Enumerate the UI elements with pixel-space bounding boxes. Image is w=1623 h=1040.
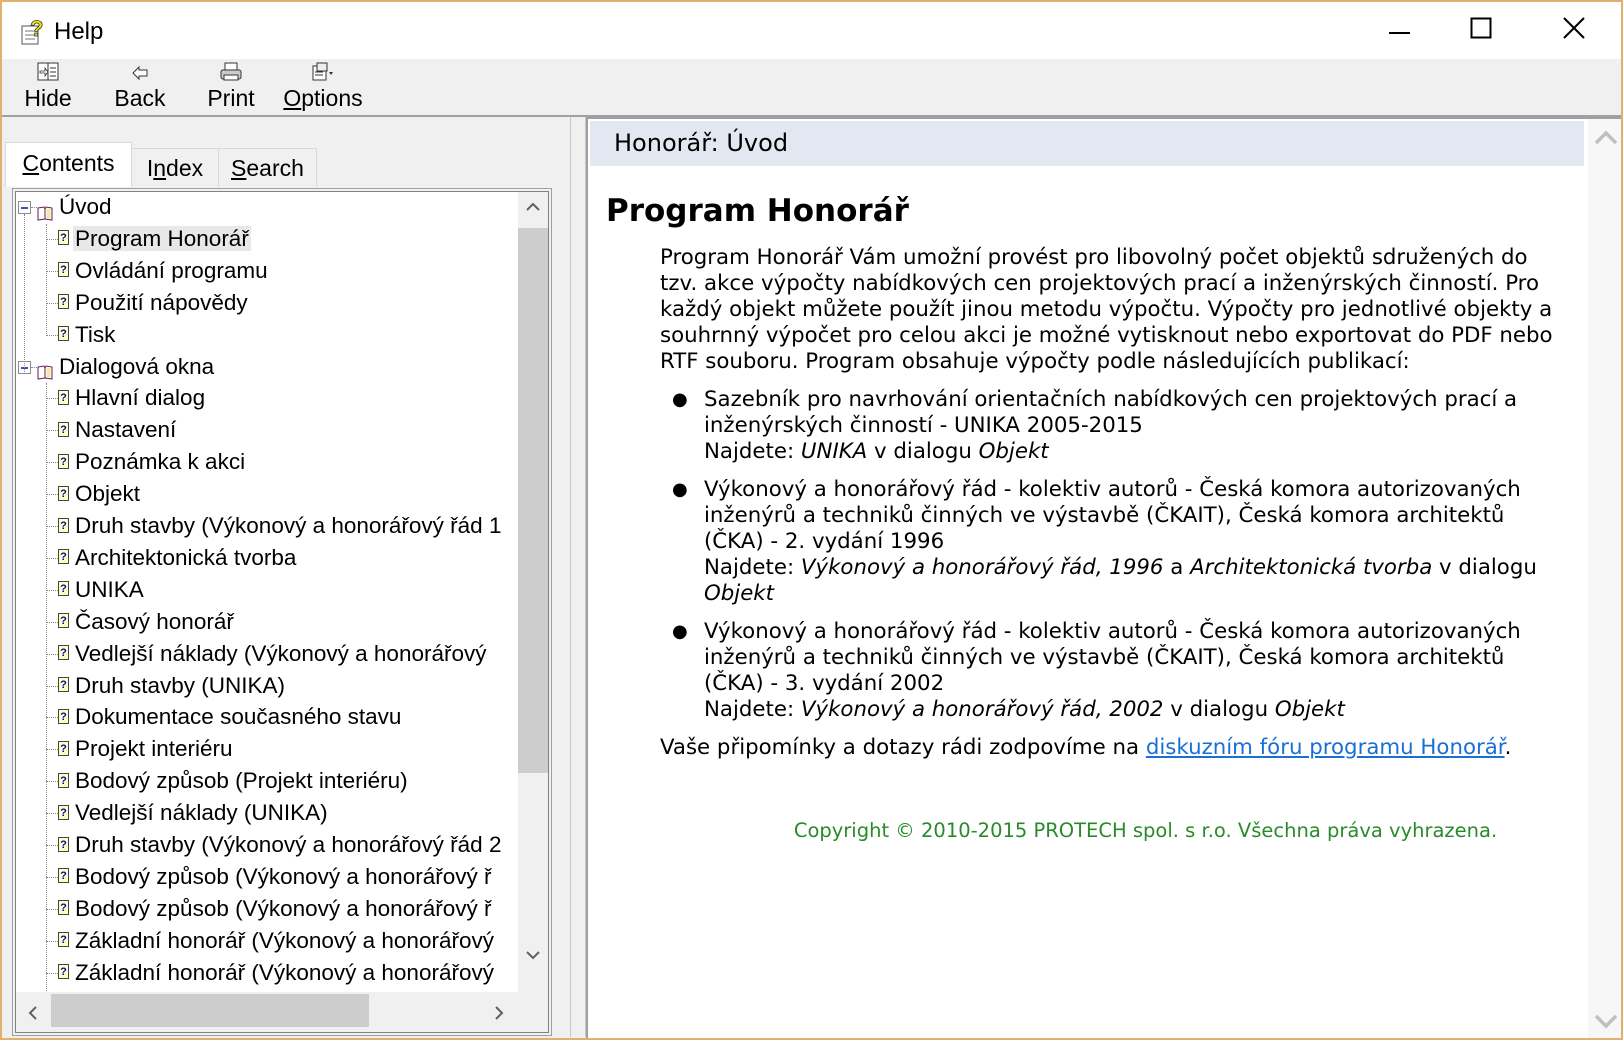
tree-connector [46, 686, 58, 687]
tree-connector [46, 845, 58, 846]
publication-item [658, 619, 1568, 723]
minimize-button[interactable] [1354, 2, 1446, 59]
tree-page-item[interactable] [58, 543, 298, 573]
find-emphasis: Objekt [1274, 697, 1345, 722]
options-mnemonic: O [283, 85, 302, 111]
help-page-icon: ? [58, 486, 69, 501]
tree-item-label: Hlavní dialog [75, 385, 206, 411]
tree-page-item[interactable] [58, 575, 146, 605]
tree-connector [24, 214, 25, 374]
book-open-icon [37, 199, 53, 214]
tree-item-label: Bodový způsob (Výkonový a honorářový ř [75, 895, 492, 921]
tree-vertical-scroll-thumb[interactable] [518, 228, 548, 773]
find-emphasis: Výkonový a honorářový řád, 1996 [800, 555, 1164, 580]
find-prefix: Najdete: [704, 439, 801, 464]
tree-page-item[interactable] [58, 894, 493, 924]
help-page-icon: ? [58, 581, 69, 596]
tree-horizontal-scrollbar[interactable] [16, 992, 548, 1032]
bullet-icon: ● [672, 621, 688, 642]
tree-page-item[interactable] [58, 511, 503, 541]
scroll-left-arrow-icon[interactable] [28, 1004, 38, 1025]
tree-item-label: Dialogová okna [59, 353, 215, 379]
book-open-icon [37, 358, 53, 373]
scroll-up-arrow-icon[interactable] [1594, 129, 1618, 150]
printer-icon [204, 61, 258, 83]
mnemonic-underline: n [153, 155, 167, 181]
hide-pane-icon [20, 61, 76, 83]
help-page-icon: ? [58, 326, 69, 341]
tree-page-item[interactable] [58, 320, 117, 350]
help-page-icon: ? [58, 932, 69, 947]
help-page-icon: ? [58, 422, 69, 437]
find-text: v dialogu [1432, 555, 1537, 580]
tree-item-label: Objekt [75, 481, 141, 507]
tree-page-item[interactable] [58, 958, 496, 988]
tree-connector [46, 813, 58, 814]
help-page-icon: ? [58, 294, 69, 309]
tree-vertical-scrollbar[interactable] [518, 192, 548, 992]
tree-connector [46, 941, 58, 942]
tree-connector [46, 494, 58, 495]
tree-page-item[interactable] [58, 383, 207, 413]
intro-paragraph: Program Honorář Vám umožní provést pro libovolný počet objektů sdružených do tzv. akce výpočty nabídkových cen projektových prací a inženýrských činností. Pro každý objekt můžete použít jinou metodu výpočtu. Výpočty pro jednotlivé objekty a souhrnný výpočet pro celou akci je možné vytisknout nebo exportovat do PDF nebo RTF souboru. Program obsahuje výpočty podle následujících publikací: [660, 245, 1553, 374]
publication-item [658, 387, 1568, 465]
options-icon [278, 61, 368, 83]
find-text: v dialogu [1163, 697, 1275, 722]
tree-page-item[interactable] [58, 224, 251, 254]
tree-connector [46, 526, 58, 527]
tree-page-item[interactable] [58, 862, 493, 892]
tree-connector [46, 558, 58, 559]
tree-item-label: Architektonická tvorba [75, 544, 297, 570]
tree-list [16, 192, 516, 992]
maximize-icon [1470, 17, 1492, 44]
tree-item-label: Vedlejší náklady (UNIKA) [75, 800, 328, 826]
print-label: Print [207, 85, 255, 111]
find-location [704, 555, 1537, 606]
scroll-right-arrow-icon[interactable] [494, 1004, 504, 1025]
svg-text:?: ? [30, 16, 44, 41]
tree-item-label: Použití nápovědy [75, 289, 248, 315]
close-icon [1563, 17, 1585, 44]
topic-vertical-scrollbar[interactable] [1588, 119, 1623, 1040]
tree-connector [46, 590, 58, 591]
tree-horizontal-scroll-thumb[interactable] [51, 994, 369, 1027]
options-label-rest: ptions [301, 85, 363, 111]
help-page-icon: ? [58, 390, 69, 405]
tree-item-label: Základní honorář (Výkonový a honorářový [75, 927, 494, 953]
title-bar [2, 2, 1621, 59]
publication-title: Sazebník pro navrhování orientačních nabídkových cen projektových prací a inženýrských činností - UNIKA 2005-2015 [704, 387, 1518, 438]
publication-title: Výkonový a honorářový řád - kolektiv autorů - Česká komora autorizovaných inženýrů a techniků činných ve výstavbě (ČKAIT), Česká komora architektů (ČKA) - 3. vydání 2002 [704, 619, 1521, 696]
back-arrow-icon [110, 61, 170, 83]
collapse-toggle-icon[interactable] [18, 201, 31, 214]
help-page-icon: ? [58, 645, 69, 660]
toolbar [2, 59, 1621, 117]
find-text: v dialogu [867, 439, 979, 464]
tree-page-item[interactable] [58, 447, 247, 477]
window-title: Help [54, 18, 104, 45]
help-page-icon: ? [58, 709, 69, 724]
bullet-icon: ● [672, 389, 688, 410]
hide-label: Hide [24, 85, 72, 111]
tree-connector [46, 909, 58, 910]
tab-contents-label: Contents [22, 150, 115, 176]
help-page-icon: ? [58, 677, 69, 692]
forum-link[interactable]: diskuzním fóru programu Honorář [1145, 735, 1505, 760]
help-page-icon: ? [58, 230, 69, 245]
tree-book-item[interactable] [37, 352, 216, 382]
tree-item-label: Projekt interiéru [75, 736, 233, 762]
tree-item-label: Program Honorář [75, 225, 249, 251]
tree-page-item[interactable] [58, 288, 250, 318]
find-text: a [1163, 555, 1191, 580]
close-button[interactable] [1528, 2, 1620, 59]
tree-connector [46, 877, 58, 878]
options-label [278, 85, 368, 111]
help-page-icon: ? [58, 549, 69, 564]
tree-book-item[interactable] [37, 192, 114, 222]
hide-button[interactable] [20, 61, 76, 113]
tree-connector [46, 622, 58, 623]
tree-page-item[interactable] [58, 671, 287, 701]
tree-item-label: Bodový způsob (Projekt interiéru) [75, 768, 408, 794]
minimize-icon [1389, 22, 1411, 40]
find-location [704, 697, 1345, 722]
tree-item-label: Druh stavby (Výkonový a honorářový řád 1 [75, 513, 502, 538]
mnemonic-underline: S [231, 155, 247, 181]
tree-connector [46, 335, 58, 336]
tree-connector [46, 462, 58, 463]
topic-heading: Program Honorář [606, 193, 909, 229]
tree-item-label: Druh stavby (Výkonový a honorářový řád 2 [75, 832, 502, 857]
tree-page-item[interactable] [58, 256, 270, 286]
help-page-icon: ? [58, 518, 69, 533]
back-label: Back [114, 85, 166, 111]
find-emphasis: Objekt [978, 439, 1049, 464]
maximize-button[interactable] [1435, 2, 1527, 59]
topic-pane [586, 117, 1623, 1040]
tab-search-label: Search [231, 155, 304, 181]
tree-page-item[interactable] [58, 926, 496, 956]
tree-page-item[interactable] [58, 734, 235, 764]
publication-title: Výkonový a honorářový řád - kolektiv autorů - Česká komora autorizovaných inženýrů a techniků činných ve výstavbě (ČKAIT), Česká komora architektů (ČKA) - 2. vydání 1996 [704, 477, 1521, 554]
help-page-icon: ? [58, 741, 69, 756]
tree-item-label: Základní honorář (Výkonový a honorářový [75, 959, 494, 985]
closing-suffix: . [1504, 735, 1512, 760]
tree-connector [46, 303, 58, 304]
tree-page-item[interactable] [58, 702, 403, 732]
options-button[interactable] [278, 61, 368, 113]
back-button[interactable] [110, 61, 170, 113]
find-prefix: Najdete: [704, 697, 801, 722]
contents-tree [15, 191, 549, 1033]
tree-connector [46, 781, 58, 782]
tree-connector [46, 654, 58, 655]
tree-page-item[interactable] [58, 639, 488, 669]
scroll-up-arrow-icon[interactable] [526, 196, 540, 217]
help-page-icon: ? [58, 868, 69, 883]
tree-connector [46, 224, 47, 336]
tree-page-item[interactable] [58, 830, 503, 860]
help-page-icon: ? [58, 964, 69, 979]
topic-title-bar: Honorář: Úvod [590, 121, 1584, 166]
tree-connector [46, 973, 58, 974]
help-page-icon: ? [58, 837, 69, 852]
find-emphasis: Výkonový a honorářový řád, 2002 [800, 697, 1164, 722]
tree-page-item[interactable] [58, 415, 178, 445]
closing-paragraph [660, 735, 1578, 761]
tree-item-label: Vedlejší náklady (Výkonový a honorářový [75, 640, 487, 666]
tree-connector [46, 271, 58, 272]
tree-item-label: Ovládání programu [75, 257, 268, 283]
tree-connector [46, 239, 58, 240]
tree-item-label: Druh stavby (UNIKA) [75, 672, 286, 698]
tab-search[interactable] [218, 148, 317, 187]
tab-contents[interactable] [5, 142, 132, 187]
topic-article [588, 189, 1578, 842]
find-emphasis: Architektonická tvorba [1190, 555, 1433, 580]
find-emphasis: Objekt [704, 581, 774, 606]
tree-connector [46, 717, 58, 718]
tree-item-label: Tisk [75, 321, 116, 347]
find-prefix: Najdete: [704, 555, 801, 580]
help-page-icon: ? [58, 900, 69, 915]
tree-page-item[interactable] [58, 766, 410, 796]
scroll-down-arrow-icon[interactable] [1594, 1014, 1618, 1035]
tree-connector [46, 398, 58, 399]
help-page-icon: ? [58, 262, 69, 277]
scroll-down-arrow-icon[interactable] [526, 944, 540, 965]
contents-panel [12, 188, 552, 1036]
tab-index-label: Index [146, 155, 204, 181]
tree-page-item[interactable] [58, 479, 142, 509]
tree-item-label: Dokumentace současného stavu [75, 704, 402, 730]
find-emphasis: UNIKA [800, 439, 868, 464]
help-page-icon: ? [58, 454, 69, 469]
pane-splitter[interactable] [570, 117, 586, 1037]
tree-item-label: UNIKA [75, 576, 144, 602]
closing-text: Vaše připomínky a dotazy rádi zodpovíme na [660, 735, 1146, 760]
bullet-icon: ● [672, 479, 688, 500]
tree-item-label: Nastavení [75, 417, 177, 443]
help-page-icon: ? [58, 805, 69, 820]
tree-item-label: Poznámka k akci [75, 449, 246, 475]
tree-item-label: Časový honorář [75, 608, 234, 634]
tree-page-item[interactable] [58, 798, 330, 828]
tree-connector [46, 749, 58, 750]
tree-connector [46, 383, 47, 992]
tree-item-label: Bodový způsob (Výkonový a honorářový ř [75, 863, 492, 889]
help-page-icon: ? [58, 613, 69, 628]
find-location [704, 439, 1049, 464]
copyright-notice: Copyright © 2010-2015 PROTECH spol. s r.o. Všechna práva vyhrazena. [793, 819, 1498, 842]
help-page-icon: ? [58, 773, 69, 788]
tree-item-label: Úvod [59, 194, 112, 219]
print-button[interactable] [204, 61, 258, 113]
help-question-icon [20, 16, 48, 46]
mnemonic-underline: C [22, 150, 40, 176]
tree-connector [46, 430, 58, 431]
publications-list [658, 387, 1568, 723]
tab-index[interactable] [131, 148, 219, 187]
publication-item [658, 477, 1568, 607]
tree-page-item[interactable] [58, 607, 236, 637]
